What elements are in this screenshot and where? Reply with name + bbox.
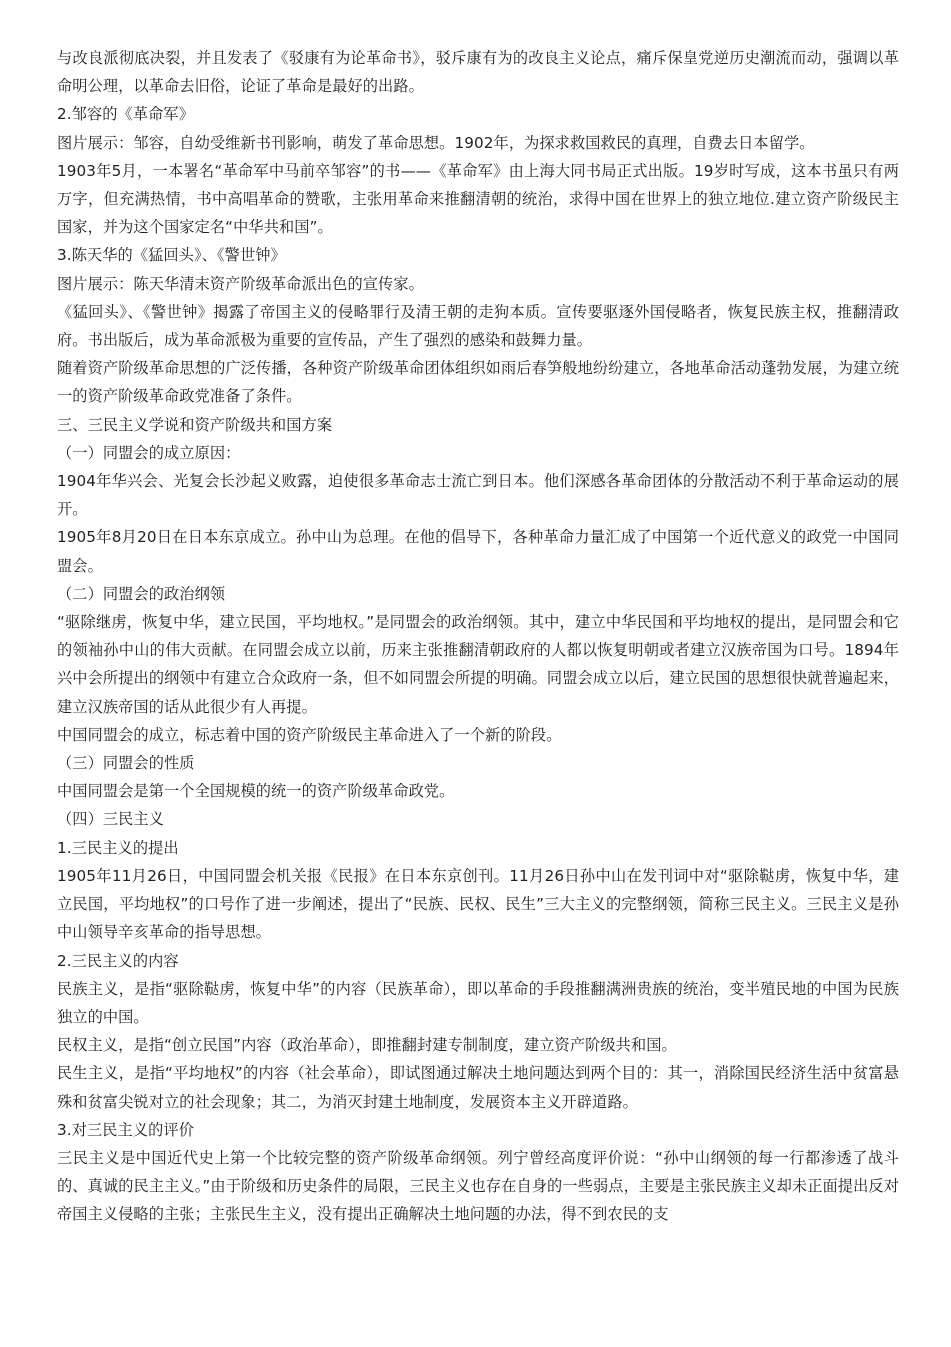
- paragraph: 三民主义是中国近代史上第一个比较完整的资产阶级革命纲领。列宁曾经高度评价说：“孙中山纲领的每一行都渗透了战斗的、真诚的民主主义。”由于阶级和历史条件的局限，三民主义也存在自身的一些弱点，主要是主张民族主义却未正面提出反对帝国主义侵略的主张；主张民生主义，没有提出正确解决土地问题的办法，得不到农民的支: [57, 1148, 899, 1224]
- section-heading: 2.三民主义的内容: [57, 951, 179, 970]
- paragraph: “驱除继虏，恢复中华，建立民国，平均地权。”是同盟会的政治纲领。其中，建立中华民国和平均地权的提出，是同盟会和它的领袖孙中山的伟大贡献。在同盟会成立以前，历来主张推翻清朝政府的人都以恢复明朝或者建立汉族帝国为口号。1894年兴中会所提出的纲领中有建立合众政府一条，但不如同盟会所提的明确。同盟会成立以后，建立民国的思想很快就普遍起来，建立汉族帝国的话从此很少有人再提。: [57, 613, 899, 716]
- paragraph: 1904年华兴会、光复会长沙起义败露，迫使很多革命志士流亡到日本。他们深感各革命团体的分散活动不利于革命运动的展开。: [57, 472, 899, 519]
- section-heading: 3.陈天华的《猛回头》、《警世钟》: [57, 246, 286, 265]
- paragraph: 中国同盟会的成立，标志着中国的资产阶级民主革命进入了一个新的阶段。: [57, 725, 562, 744]
- section-heading: 1.三民主义的提出: [57, 838, 179, 857]
- section-heading: 三、三民主义学说和资产阶级共和国方案: [57, 415, 333, 434]
- section-heading: 3.对三民主义的评价: [57, 1120, 194, 1139]
- section-heading: （一）同盟会的成立原因：: [57, 443, 241, 462]
- paragraph: 《猛回头》、《警世钟》揭露了帝国主义的侵略罪行及清王朝的走狗本质。宣传要驱逐外国侵略者，恢复民族主权，推翻清政府。书出版后，成为革命派极为重要的宣传品，产生了强烈的感染和鼓舞力量。: [57, 302, 899, 350]
- section-heading: （二）同盟会的政治纲领: [57, 584, 226, 603]
- paragraph: 中国同盟会是第一个全国规模的统一的资产阶级革命政党。: [57, 782, 455, 801]
- paragraph: 1903年5月，一本署名“革命军中马前卒邹容”的书——《革命军》由上海大同书局正式出版。19岁时写成，这本书虽只有两万字，但充满热情，书中高唱革命的赞歌，主张用革命来推翻清朝的统治，求得中国在世界上的独立地位.建立资产阶级民主国家，并为这个国家定名“中华共和国”。: [57, 161, 899, 237]
- paragraph: 随着资产阶级革命思想的广泛传播，各种资产阶级革命团体组织如雨后春笋般地纷纷建立，各地革命活动蓬勃发展，为建立统一的资产阶级革命政党准备了条件。: [57, 359, 899, 406]
- paragraph: 1905年11月26日，中国同盟会机关报《民报》在日本东京创刊。11月26日孙中山在发刊词中对“驱除鞑虏，恢复中华，建立民国，平均地权”的口号作了进一步阐述，提出了“民族、民权、民生”三大主义的完整纲领，简称三民主义。三民主义是孙中山领导辛亥革命的指导思想。: [57, 866, 899, 942]
- paragraph: 图片展示：陈天华清末资产阶级革命派出色的宣传家。: [57, 274, 424, 293]
- section-heading: （四）三民主义: [57, 810, 165, 829]
- paragraph: 民权主义，是指“创立民国”内容（政治革命），即推翻封建专制制度，建立资产阶级共和国。: [57, 1036, 677, 1055]
- paragraph: 1905年8月20日在日本东京成立。孙中山为总理。在他的倡导下，各种革命力量汇成了中国第一个近代意义的政党一中国同盟会。: [57, 528, 899, 575]
- paragraph: 民族主义，是指“驱除鞑虏，恢复中华”的内容（民族革命），即以革命的手段推翻满洲贵族的统治，变半殖民地的中国为民族独立的中国。: [57, 979, 899, 1026]
- paragraph: 图片展示：邹容，自幼受维新书刊影响，萌发了革命思想。1902年，为探求救国救民的真理，自费去日本留学。: [57, 133, 815, 152]
- section-heading: （三）同盟会的性质: [57, 754, 195, 773]
- paragraph: 民生主义，是指“平均地权”的内容（社会革命），即试图通过解决土地问题达到两个目的：其一，消除国民经济生活中贫富悬殊和贫富尖锐对立的社会现象；其二，为消灭封建土地制度，发展资本主义开辟道路。: [57, 1064, 899, 1111]
- paragraph: 与改良派彻底决裂，并且发表了《驳康有为论革命书》，驳斥康有为的改良主义论点，痛斥保皇党逆历史潮流而动，强调以革命明公理，以革命去旧俗，论证了革命是最好的出路。: [57, 49, 899, 96]
- document-body: [57, 44, 899, 1229]
- section-heading: 2.邹容的《革命军》: [57, 105, 194, 124]
